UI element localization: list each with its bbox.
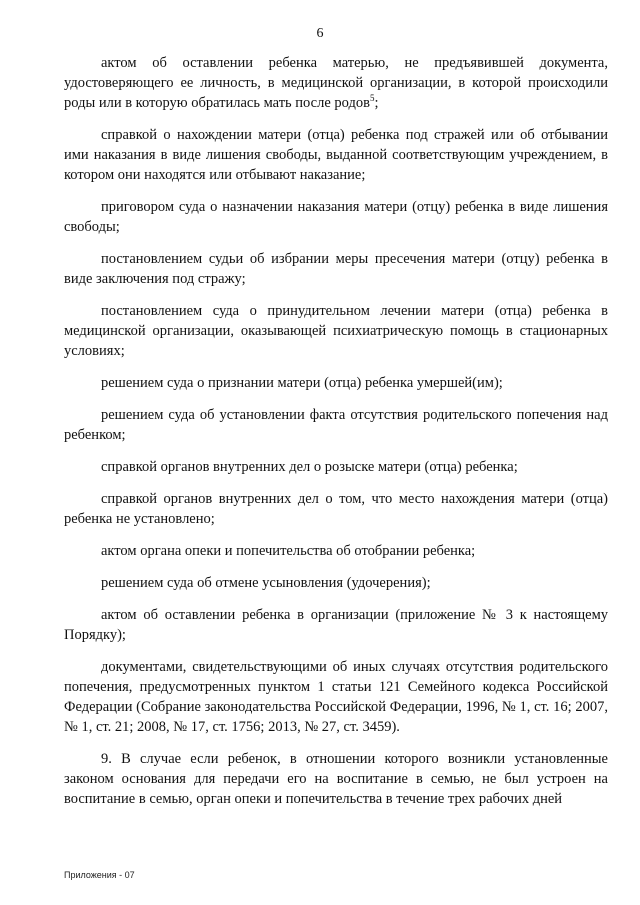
paragraph-declared-dead: решением суда о признании матери (отца) ребенка умершей(им);	[101, 375, 503, 391]
paragraph-custody-certificate: справкой о нахождении матери (отца) ребенка под стражей или об отбывании ими наказания в виде лишения свободы, выданной соответствующим учреждением, в котором они находятся или отбывают наказание;	[64, 127, 608, 183]
paragraph-other-documents: документами, свидетельствующими об иных случаях отсутствия родительского попечения, предусмотренных пунктом 1 статьи 121 Семейного кодекса Российской Федерации (Собрание законодательства Российской Федерации, 1996, № 1, ст. 16; 2007, № 1, ст. 21; 2008, № 17, ст. 1756; 2013, № 27, ст. 3459).	[64, 659, 608, 735]
paragraph-location-unknown: справкой органов внутренних дел о том, что место нахождения матери (отца) ребенка не установлено;	[64, 491, 608, 527]
footnote-marker[interactable]: 5	[369, 93, 375, 104]
paragraph-court-sentence: приговором суда о назначении наказания матери (отцу) ребенка в виде лишения свободы;	[64, 199, 608, 235]
paragraph-item-9: 9. В случае если ребенок, в отношении которого возникли установленные законом основания для передачи его на воспитание в семью, не был устроен на воспитание в семью, орган опеки и попечительства в течение трех рабочих дней	[64, 751, 608, 807]
paragraph-act-mother-no-id	[64, 53, 608, 113]
paragraph-child-left-in-organization: актом об оставлении ребенка в организации (приложение № 3 к настоящему Порядку);	[64, 607, 608, 643]
page-number: 6	[316, 26, 324, 41]
footer-label: Приложения - 07	[64, 870, 135, 880]
paragraph-police-search: справкой органов внутренних дел о розыске матери (отца) ребенка;	[101, 459, 518, 475]
paragraph-detention-order: постановлением судьи об избрании меры пресечения матери (отцу) ребенка в виде заключения под стражу;	[64, 251, 608, 287]
paragraph-compulsory-treatment: постановлением суда о принудительном лечении матери (отца) ребенка в медицинской организации, оказывающей психиатрическую помощь в стационарных условиях;	[64, 303, 608, 359]
paragraph-lack-of-care: решением суда об установлении факта отсутствия родительского попечения над ребенком;	[64, 407, 608, 443]
paragraph-child-removal: актом органа опеки и попечительства об отобрании ребенка;	[101, 543, 476, 559]
document-body	[64, 53, 608, 809]
paragraph-adoption-cancelled: решением суда об отмене усыновления (удочерения);	[101, 575, 431, 591]
paragraph-text: актом об оставлении ребенка матерью, не предъявившей документа, удостоверяющего ее личность, в медицинской организации, в которой происходили роды или в которую обратилась мать после родов	[64, 55, 608, 111]
paragraph-tail: ;	[374, 95, 379, 111]
